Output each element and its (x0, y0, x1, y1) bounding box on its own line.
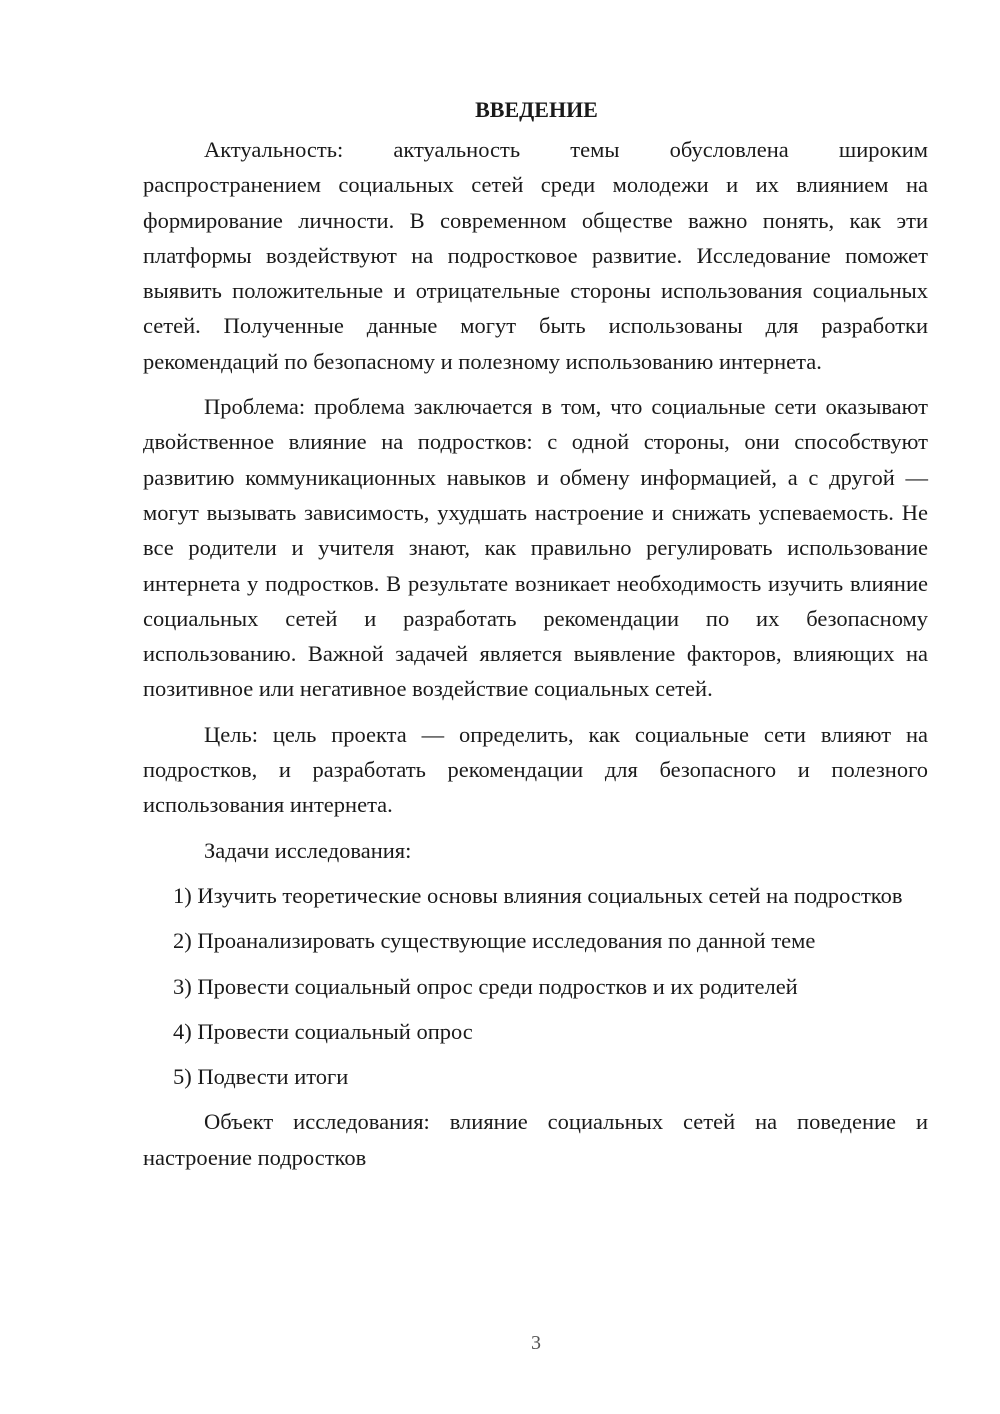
object-paragraph: Объект исследования: влияние социальных сетей на поведение и настроение подростков (143, 1109, 928, 1170)
tasks-heading: Задачи исследования: (204, 837, 412, 863)
document-page (143, 92, 928, 1185)
task-item: 2) Проанализировать существующие исследования по данной теме (173, 928, 816, 954)
task-item: 4) Провести социальный опрос (173, 1018, 473, 1044)
goal-paragraph: Цель: цель проекта — определить, как социальные сети влияют на подростков, и разработать рекомендации для безопасного и полезного использования интернета. (143, 721, 928, 818)
task-item: 3) Провести социальный опрос среди подростков и их родителей (173, 973, 798, 999)
task-item: 5) Подвести итоги (173, 1064, 349, 1090)
task-item: 1) Изучить теоретические основы влияния социальных сетей на подростков (173, 882, 903, 908)
relevance-paragraph: Актуальность: актуальность темы обусловлена широким распространением социальных сетей среди молодежи и их влиянием на формирование личности. В современном обществе важно понять, как эти платформы воздействуют на подростковое развитие. Исследование поможет выявить положительные и отрицательные стороны использования социальных сетей. Полученные данные могут быть использованы для разработки рекомендаций по безопасному и полезному использованию интернета. (143, 137, 928, 374)
page-number: 3 (531, 1332, 541, 1354)
section-heading: ВВЕДЕНИЕ (475, 97, 598, 122)
problem-paragraph: Проблема: проблема заключается в том, что социальные сети оказывают двойственное влияние на подростков: с одной стороны, они способствуют развитию коммуникационных навыков и обмену информацией, а с другой — могут вызывать зависимость, ухудшать настроение и снижать успеваемость. Не все родители и учителя знают, как правильно регулировать использование интернета у подростков. В результате возникает необходимость изучить влияние социальных сетей и разработать рекомендации по их безопасному использованию. Важной задачей является выявление факторов, влияющих на позитивное или негативное воздействие социальных сетей. (143, 394, 928, 702)
